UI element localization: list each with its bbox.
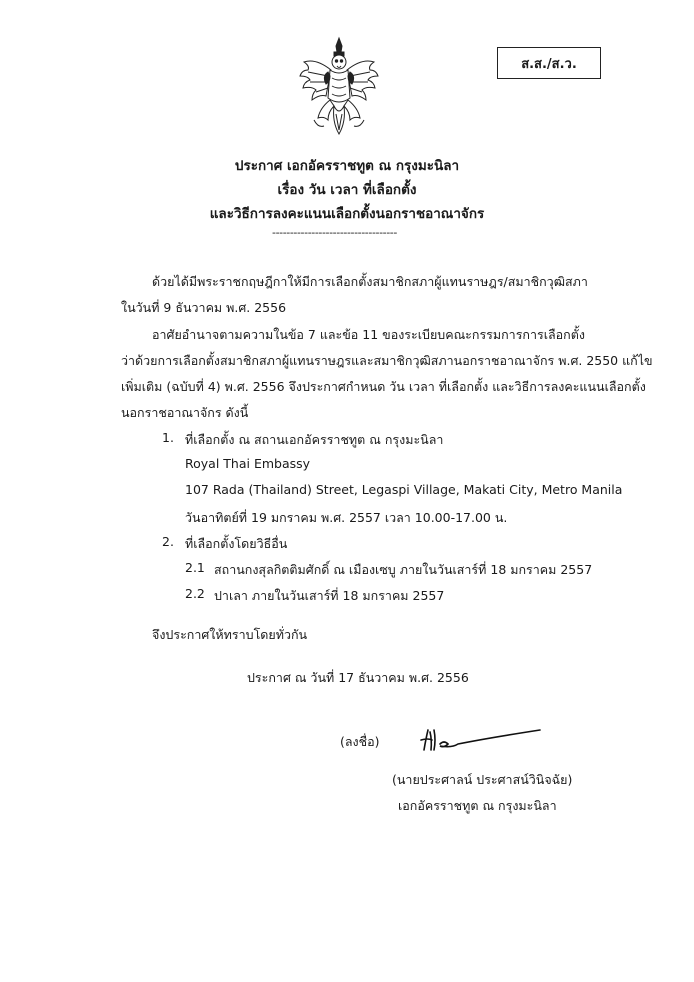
- para2-line-1: อาศัยอำนาจตามความในข้อ 7 และข้อ 11 ของระเบียบคณะกรรมการการเลือกตั้ง: [152, 327, 585, 342]
- signatory-position: เอกอัครราชทูต ณ กรุงมะนิลา: [398, 798, 557, 813]
- signatory-name: (นายประศาลน์ ประศาสน์วินิจฉัย): [392, 772, 573, 787]
- para1-line-2: ในวันที่ 9 ธันวาคม พ.ศ. 2556: [121, 300, 287, 315]
- para2-line-2: ว่าด้วยการเลือกตั้งสมาชิกสภาผู้แทนราษฎรและสมาชิกวุฒิสภานอกราชอาณาจักร พ.ศ. 2550 แก้ไข: [121, 353, 653, 368]
- title-line-2: เรื่อง วัน เวลา ที่เลือกตั้ง: [277, 182, 417, 198]
- signature-label: (ลงชื่อ): [340, 734, 380, 749]
- title-divider: -----------------------------------: [272, 226, 397, 239]
- subitem-2-1-number: 2.1: [185, 560, 205, 575]
- para1-line-1: ด้วยได้มีพระราชกฤษฎีกาให้มีการเลือกตั้งสมาชิกสภาผู้แทนราษฎร/สมาชิกวุฒิสภา: [152, 274, 588, 289]
- title-line-1: ประกาศ เอกอัครราชทูต ณ กรุงมะนิลา: [234, 158, 460, 174]
- para2-line-3: เพิ่มเติม (ฉบับที่ 4) พ.ศ. 2556 จึงประกาศกำหนด วัน เวลา ที่เลือกตั้ง และวิธีการลงคะแนนเลือกตั้ง: [121, 379, 646, 394]
- subitem-2-2-number: 2.2: [185, 586, 205, 601]
- subitem-2-2-text: ปาเลา ภายในวันเสาร์ที่ 18 มกราคม 2557: [214, 588, 445, 603]
- reference-code: ส.ส./ส.ว.: [497, 47, 601, 79]
- item1-line-3: วันอาทิตย์ที่ 19 มกราคม พ.ศ. 2557 เวลา 10.00-17.00 น.: [185, 510, 508, 525]
- subitem-2-1-text: สถานกงสุลกิตติมศักดิ์ ณ เมืองเซบู ภายในวันเสาร์ที่ 18 มกราคม 2557: [214, 562, 593, 577]
- garuda-emblem-icon: [298, 36, 380, 138]
- item1-line-1: Royal Thai Embassy: [185, 456, 311, 471]
- item2-text: ที่เลือกตั้งโดยวิธีอื่น: [185, 536, 288, 551]
- item1-number: 1.: [162, 430, 174, 445]
- handwritten-signature: [418, 724, 544, 756]
- title-line-3: และวิธีการลงคะแนนเลือกตั้งนอกราชอาณาจักร: [209, 206, 485, 222]
- item1-text: ที่เลือกตั้ง ณ สถานเอกอัครราชทูต ณ กรุงมะนิลา: [185, 432, 444, 447]
- para2-line-4: นอกราชอาณาจักร ดังนี้: [121, 405, 249, 420]
- closing-text: จึงประกาศให้ทราบโดยทั่วกัน: [152, 627, 308, 642]
- announcement-date: ประกาศ ณ วันที่ 17 ธันวาคม พ.ศ. 2556: [247, 670, 469, 685]
- item2-number: 2.: [162, 534, 174, 549]
- item1-line-2: 107 Rada (Thailand) Street, Legaspi Village, Makati City, Metro Manila: [185, 482, 623, 497]
